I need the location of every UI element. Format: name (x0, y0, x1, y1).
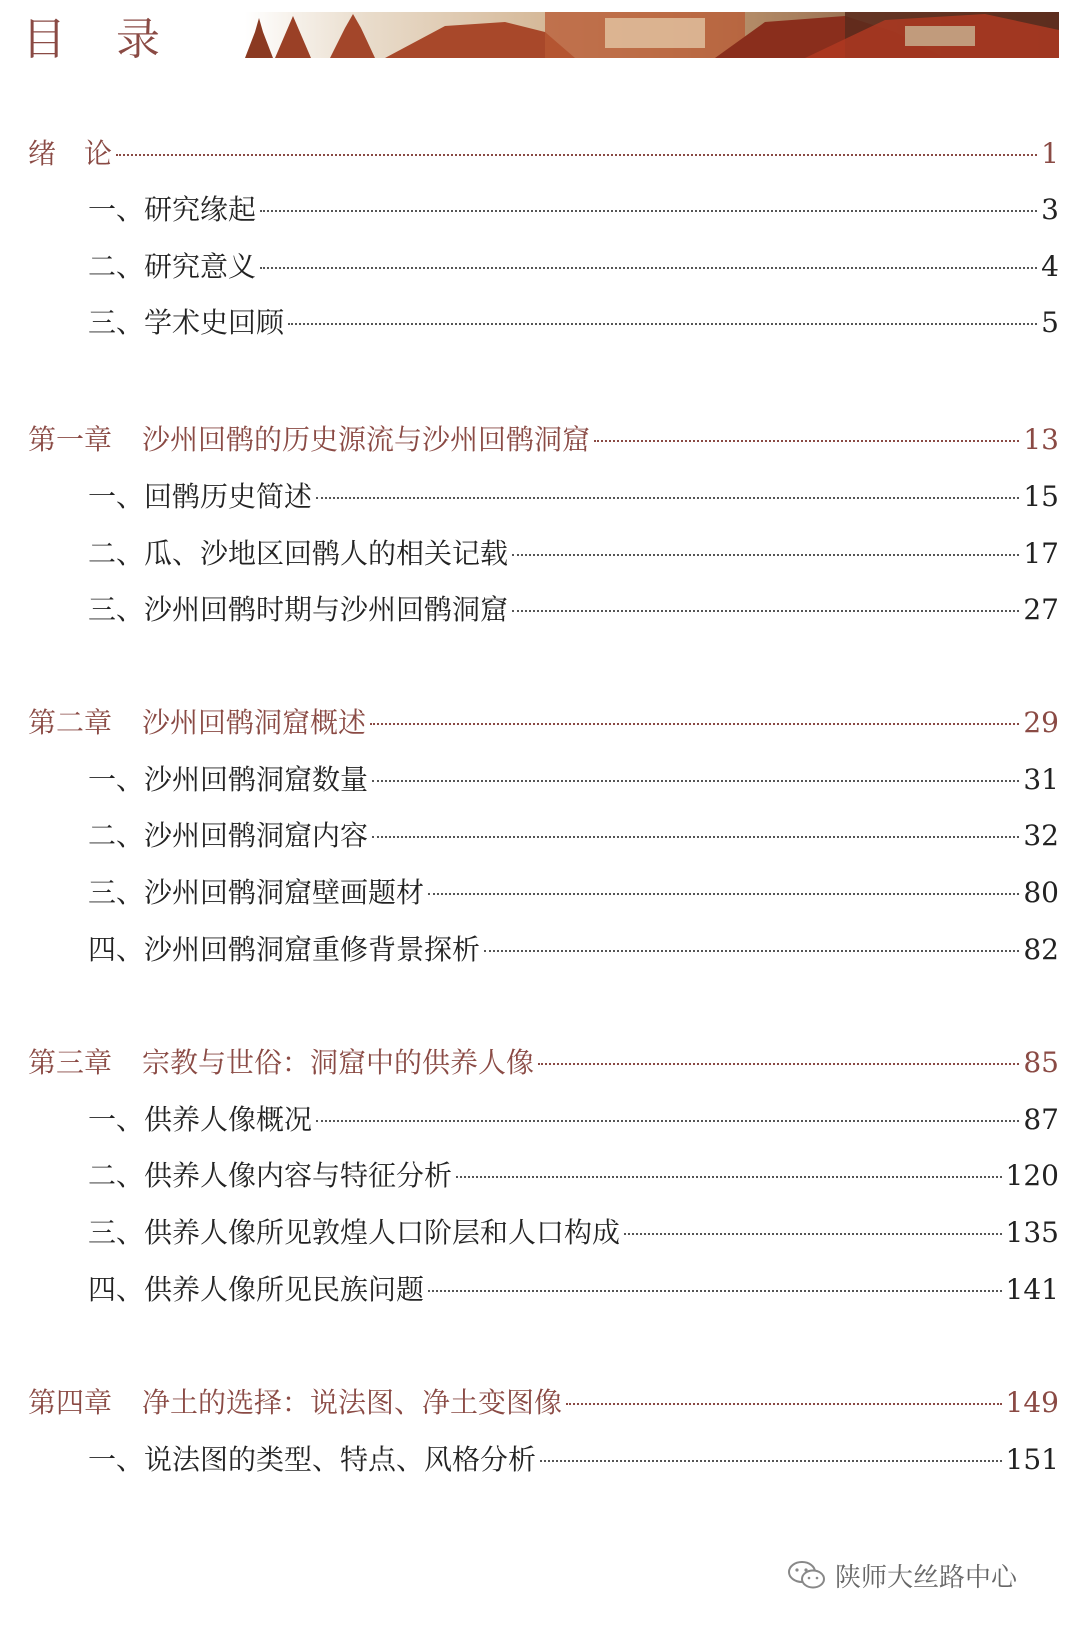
toc-section-label: 三、供养人像所见敦煌人口阶层和人口构成 (88, 1216, 621, 1249)
temple-banner-image (245, 12, 1059, 58)
toc-section-label: 四、沙州回鹘洞窟重修背景探析 (88, 933, 481, 966)
toc-page-number: 82 (1023, 933, 1059, 966)
toc-section-label: 一、回鹘历史简述 (88, 480, 313, 513)
leader-dots (316, 497, 1019, 499)
toc-section[interactable] (88, 928, 1059, 968)
toc-page-number: 85 (1023, 1046, 1059, 1079)
page-header (0, 0, 1080, 80)
toc-section-label: 二、研究意义 (88, 250, 257, 283)
chapter-number: 第四章 (28, 1386, 113, 1419)
toc-section[interactable] (88, 1438, 1059, 1478)
toc-page-number: 15 (1023, 480, 1059, 513)
leader-dots (566, 1403, 1002, 1405)
toc-section-label: 一、供养人像概况 (88, 1103, 313, 1136)
leader-dots (372, 780, 1019, 782)
toc-page-number: 4 (1041, 250, 1059, 283)
toc-section-label: 一、研究缘起 (88, 193, 257, 226)
toc-page-number: 151 (1005, 1443, 1059, 1476)
toc-page-number: 31 (1023, 763, 1059, 796)
wechat-icon (787, 1559, 827, 1591)
toc-chapter-1[interactable] (28, 418, 1059, 458)
toc-section-label: 二、沙州回鹘洞窟内容 (88, 819, 369, 852)
leader-dots (538, 1063, 1019, 1065)
toc-section-label: 三、学术史回顾 (88, 306, 285, 339)
toc-section[interactable] (88, 245, 1059, 285)
toc-chapter-heading (28, 1041, 534, 1081)
toc-page-number: 3 (1041, 193, 1059, 226)
toc-chapter-heading (28, 701, 366, 741)
toc-section[interactable] (88, 1211, 1059, 1251)
toc-section[interactable] (88, 301, 1059, 341)
toc-page-number: 17 (1023, 537, 1059, 570)
leader-dots (512, 610, 1019, 612)
toc-page-number: 27 (1023, 593, 1059, 626)
leader-dots (540, 1460, 1002, 1462)
toc-section[interactable] (88, 814, 1059, 854)
toc-page-number: 87 (1023, 1103, 1059, 1136)
toc-page-number: 120 (1005, 1159, 1059, 1192)
toc-intro-title: 绪 论 (28, 137, 113, 170)
leader-dots (260, 267, 1037, 269)
chapter-title: 宗教与世俗：洞窟中的供养人像 (142, 1046, 535, 1079)
toc-chapter-heading (28, 418, 590, 458)
toc-chapter-4[interactable] (28, 1381, 1059, 1421)
leader-dots (116, 154, 1037, 156)
toc-section[interactable] (88, 475, 1059, 515)
toc-section[interactable] (88, 1154, 1059, 1194)
leader-dots (288, 323, 1037, 325)
chapter-title: 净土的选择：说法图、净土变图像 (142, 1386, 563, 1419)
toc-intro[interactable] (28, 132, 1059, 172)
watermark-text: 陕师大丝路中心 (835, 1562, 1018, 1593)
toc-section[interactable] (88, 871, 1059, 911)
leader-dots (316, 1120, 1019, 1122)
toc-chapter-2[interactable] (28, 701, 1059, 741)
chapter-title: 沙州回鹘的历史源流与沙州回鹘洞窟 (142, 423, 591, 456)
toc-section-label: 四、供养人像所见民族问题 (88, 1273, 425, 1306)
toc-section[interactable] (88, 1268, 1059, 1308)
leader-dots (370, 723, 1019, 725)
toc-page-number: 1 (1041, 137, 1059, 170)
toc-section-label: 三、沙州回鹘洞窟壁画题材 (88, 876, 425, 909)
toc-section[interactable] (88, 532, 1059, 572)
wechat-watermark (787, 1555, 1017, 1595)
chapter-title: 沙州回鹘洞窟概述 (142, 706, 367, 739)
chapter-number: 第三章 (28, 1046, 113, 1079)
toc-section-label: 一、说法图的类型、特点、风格分析 (88, 1443, 537, 1476)
toc-section-label: 三、沙州回鹘时期与沙州回鹘洞窟 (88, 593, 509, 626)
toc-section-label: 一、沙州回鹘洞窟数量 (88, 763, 369, 796)
toc-page-number: 135 (1005, 1216, 1059, 1249)
toc-chapter-heading (28, 1381, 562, 1421)
toc-section[interactable] (88, 758, 1059, 798)
leader-dots (624, 1233, 1002, 1235)
toc-chapter-3[interactable] (28, 1041, 1059, 1081)
toc-page-number: 80 (1023, 876, 1059, 909)
leader-dots (428, 1290, 1002, 1292)
leader-dots (456, 1176, 1002, 1178)
page-title: 目 录 (22, 14, 178, 65)
chapter-number: 第二章 (28, 706, 113, 739)
toc-page-number: 5 (1041, 306, 1059, 339)
toc-section-label: 二、瓜、沙地区回鹘人的相关记载 (88, 537, 509, 570)
toc-section-label: 二、供养人像内容与特征分析 (88, 1159, 453, 1192)
toc-section[interactable] (88, 188, 1059, 228)
leader-dots (594, 440, 1019, 442)
toc-section[interactable] (88, 1098, 1059, 1138)
toc-page-number: 32 (1023, 819, 1059, 852)
toc-section[interactable] (88, 588, 1059, 628)
toc-page-number: 13 (1023, 423, 1059, 456)
toc-page-number: 141 (1005, 1273, 1059, 1306)
leader-dots (372, 836, 1019, 838)
chapter-number: 第一章 (28, 423, 113, 456)
leader-dots (484, 950, 1019, 952)
leader-dots (512, 554, 1019, 556)
toc-page-number: 149 (1005, 1386, 1059, 1419)
leader-dots (260, 210, 1037, 212)
toc-page-number: 29 (1023, 706, 1059, 739)
leader-dots (428, 893, 1019, 895)
